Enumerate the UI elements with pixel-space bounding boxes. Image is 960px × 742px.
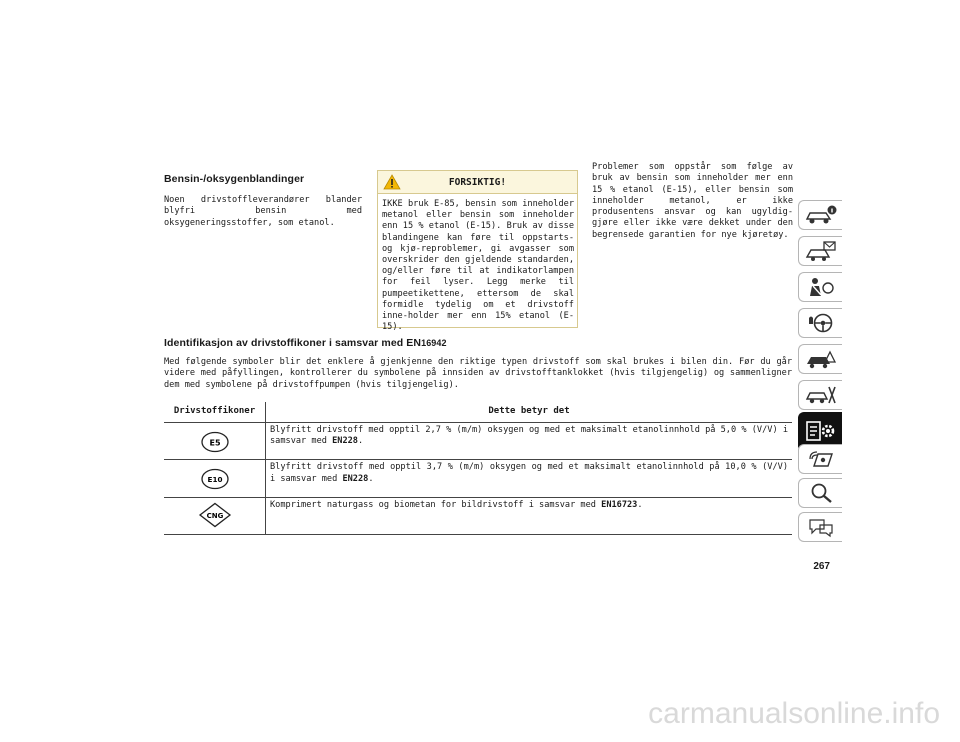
search-index-icon bbox=[804, 482, 838, 504]
e10-circle-icon bbox=[200, 468, 230, 490]
nav-tab-safety[interactable] bbox=[798, 272, 842, 302]
nav-tab-servicing[interactable] bbox=[798, 380, 842, 410]
table-row bbox=[164, 460, 792, 497]
fuel-icons-table bbox=[164, 402, 792, 535]
heading-standard: 16942 bbox=[421, 338, 447, 348]
e5-circle-icon bbox=[200, 431, 230, 453]
description-text: Blyfritt drivstoff med opptil 2,7 % (m/m) oksygen og med et maksimalt etanolinnhold på 5,0 % (V/V) i samsvar med bbox=[270, 425, 788, 447]
caution-header bbox=[378, 171, 577, 194]
period: . bbox=[357, 436, 364, 447]
nav-tab-index[interactable] bbox=[798, 478, 842, 508]
table-row bbox=[164, 423, 792, 460]
description-cell bbox=[266, 423, 793, 460]
language-icon bbox=[804, 516, 838, 538]
nav-tab-emergency[interactable] bbox=[798, 344, 842, 374]
section-heading-fuel-icons bbox=[164, 337, 447, 349]
caution-title: FORSIKTIG! bbox=[448, 177, 507, 188]
dashboard-message-icon bbox=[804, 240, 838, 262]
period: . bbox=[368, 473, 374, 484]
table-header-row bbox=[164, 402, 792, 423]
nav-tab-dashboard[interactable] bbox=[798, 236, 842, 266]
symbol-cell bbox=[164, 497, 266, 534]
symbol-cell bbox=[164, 460, 266, 497]
cng-label: CNG bbox=[206, 511, 223, 520]
nav-tab-starting-driving[interactable] bbox=[798, 308, 842, 338]
fuel-icons-paragraph: Med følgende symboler blir det enklere å gjenkjenne den riktige typen drivstoff som skal brukes i bilen din. Før du går videre med påfyllingen, kontrollerer du symbolene på innsiden av drivstofftanklokket (hvis tilgjengelig) og sammenligner dem med symbolene på drivstoffpumpen (hvis tilgjengelig). bbox=[164, 357, 792, 390]
standard-ref: EN228 bbox=[342, 473, 369, 484]
column-header-icons: Drivstoffikoner bbox=[164, 402, 266, 423]
warranty-paragraph: Problemer som oppstår som følge av bruk av bensin som inneholder mer enn 15 % etanol (E-15), eller bensin som inneholder metanol, er ikke produsentens ansvar og kan ugyldig-gjøre eller ikke være dekket under den begrensede garantien for nye kjøretøy. bbox=[592, 162, 793, 240]
standard-ref: EN228 bbox=[332, 436, 358, 447]
e5-label: E5 bbox=[208, 438, 221, 448]
watermark-text: carmanualsonline.info bbox=[648, 697, 940, 730]
description-cell bbox=[266, 460, 793, 497]
column-header-meaning: Dette betyr det bbox=[266, 402, 793, 423]
heading-text: Identifikasjon av drivstoffikoner i samsvar med EN bbox=[164, 337, 422, 349]
symbol-cell bbox=[164, 423, 266, 460]
page-number: 267 bbox=[813, 561, 830, 572]
section-heading-oxygenates: Bensin-/oksygenblandinger bbox=[164, 173, 305, 185]
multimedia-icon bbox=[804, 448, 838, 470]
caution-text: IKKE bruk E-85, bensin som inneholder metanol eller bensin som inneholder enn 15 % etanol (E-15). Bruk av disse blandingene kan føre til oppstarts- og kjø-reproblemer, gi avgasser som overskrider den gjeldende standarden, og/eller føre til at indikatorlampen for feil lyser. Legg merke til pumpeetikettene, ettersom de skal formidle tydelig om et drivstoff inne-holder mer enn 15% etanol (E-15). bbox=[382, 199, 574, 333]
period: . bbox=[637, 499, 643, 510]
caution-box bbox=[377, 170, 578, 333]
table-row bbox=[164, 497, 792, 534]
e10-label: E10 bbox=[207, 475, 222, 485]
description-text: Komprimert naturgass og biometan for bildrivstoff i samsvar med bbox=[270, 499, 602, 510]
standard-ref: EN16723 bbox=[601, 499, 638, 510]
oxygenates-paragraph: Noen drivstoffleverandører blander blyfri bensin med oksygeneringsstoffer, som etanol. bbox=[164, 195, 362, 228]
description-text: Blyfritt drivstoff med opptil 3,7 % (m/m) oksygen og med et maksimalt etanolinnhold på 10,0 % (V/V) i samsvar med bbox=[270, 462, 788, 484]
technical-data-icon bbox=[803, 418, 839, 446]
description-cell bbox=[266, 497, 793, 534]
nav-tab-multimedia[interactable] bbox=[798, 444, 842, 474]
car-service-icon bbox=[804, 384, 838, 406]
nav-tab-car-info[interactable] bbox=[798, 200, 842, 230]
nav-tab-languages[interactable] bbox=[798, 512, 842, 542]
seatbelt-safety-icon bbox=[804, 276, 838, 298]
car-breakdown-icon bbox=[804, 348, 838, 370]
steering-wheel-icon bbox=[804, 312, 838, 334]
car-info-icon bbox=[804, 204, 838, 226]
cng-diamond-icon bbox=[198, 502, 232, 528]
